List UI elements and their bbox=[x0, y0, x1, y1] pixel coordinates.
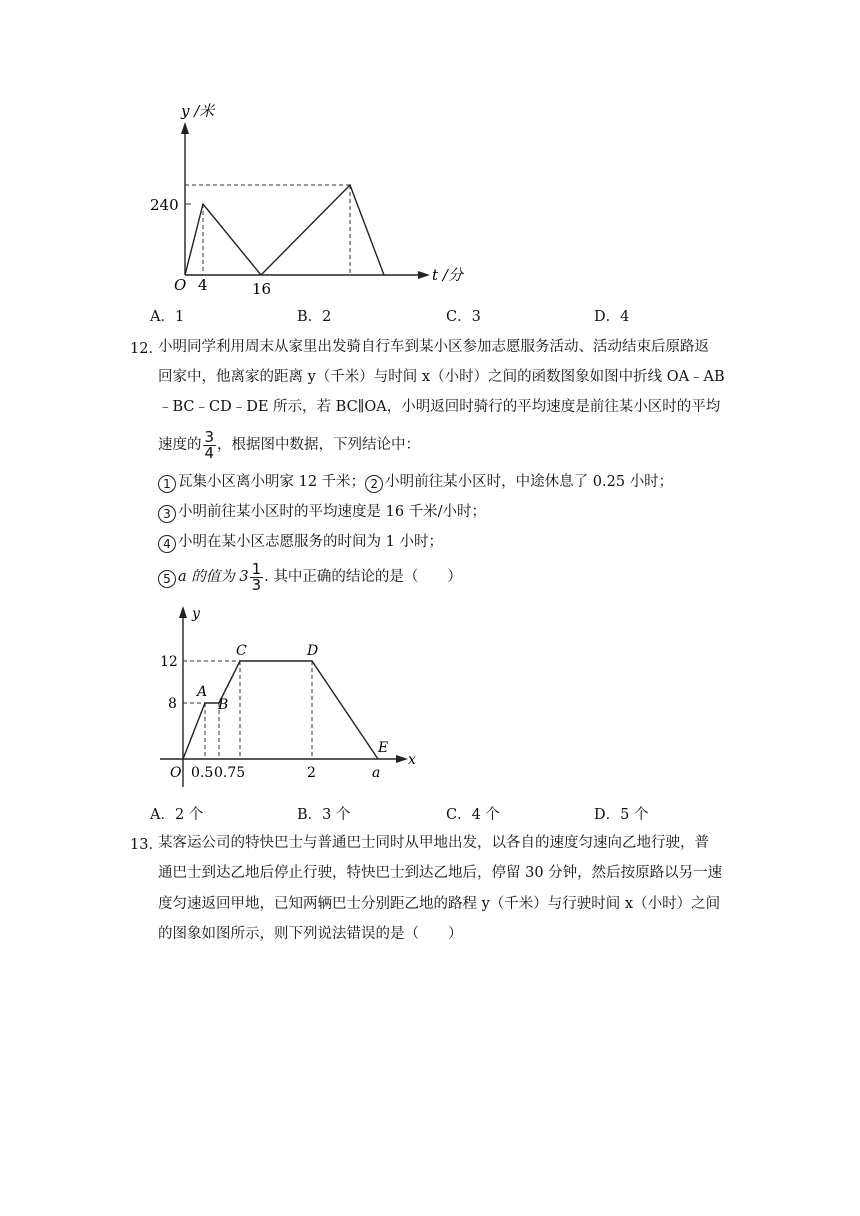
fraction-denominator: 3 bbox=[251, 575, 262, 594]
y-axis-arrow bbox=[179, 606, 187, 618]
x-tick-label-2: 2 bbox=[307, 765, 316, 781]
choice-a[interactable]: A．2 个 bbox=[150, 807, 204, 823]
statement-3-text: 小明前往某小区时的平均速度是 16 千米/小时； bbox=[178, 504, 487, 520]
point-label-c: C bbox=[236, 643, 247, 659]
x-tick-label-0-5: 0.5 bbox=[191, 765, 214, 781]
statement-5-post: . 其中正确的结论的是（ ） bbox=[264, 569, 462, 585]
choice-b[interactable]: B．2 bbox=[297, 309, 332, 325]
x-tick-label-0-75: 0.75 bbox=[214, 765, 246, 781]
question-12-line3: ﹣BC﹣CD﹣DE 所示，若 BC∥OA，小明返回时骑行的平均速度是前往某小区时的平均 bbox=[158, 399, 721, 415]
y-axis-arrow bbox=[181, 122, 189, 134]
graph-distance-time-1 bbox=[150, 92, 470, 300]
question-13-line2: 通巴士到达乙地后停止行驶，特快巴士到达乙地后，停留 30 分钟，然后按原路以另一速 bbox=[158, 865, 723, 881]
x-axis-arrow bbox=[396, 755, 408, 763]
choice-a[interactable]: A．1 bbox=[150, 309, 185, 325]
circled-3-icon: 3 bbox=[158, 505, 176, 523]
fraction-one-third bbox=[250, 559, 264, 594]
origin-label: O bbox=[174, 276, 187, 294]
y-tick-label-240: 240 bbox=[150, 196, 179, 214]
question-12-line2: 回家中，他离家的距离 y（千米）与时间 x（小时）之间的函数图象如图中折线 OA﹣AB bbox=[158, 369, 725, 385]
circled-5-icon: 5 bbox=[158, 570, 176, 588]
line4-post: ，根据图中数据，下列结论中： bbox=[217, 437, 421, 453]
x-tick-label-a: a bbox=[372, 765, 381, 781]
x-axis-arrow bbox=[418, 271, 430, 279]
choice-c[interactable]: C．3 bbox=[446, 309, 481, 325]
y-tick-label-8: 8 bbox=[168, 696, 177, 712]
origin-label: O bbox=[170, 765, 182, 781]
point-label-e: E bbox=[378, 740, 389, 756]
question-12-line1: 小明同学利用周末从家里出发骑自行车到某小区参加志愿服务活动、活动结束后原路返 bbox=[158, 339, 709, 355]
statement-3 bbox=[158, 502, 486, 523]
statement-1-text: 瓦集小区离小明家 12 千米； bbox=[178, 474, 366, 490]
fraction-numerator: 3 bbox=[204, 427, 215, 446]
x-tick-label-16: 16 bbox=[252, 280, 272, 298]
y-axis-label-text: y /米 bbox=[181, 102, 215, 120]
choice-c[interactable]: C．4 个 bbox=[446, 807, 500, 823]
y-axis-label bbox=[180, 102, 216, 120]
question-13-line3: 度匀速返回甲地，已知两辆巴士分别距乙地的路程 y（千米）与行驶时间 x（小时）之间 bbox=[158, 896, 721, 912]
y-tick-label-12: 12 bbox=[160, 654, 178, 670]
distance-polyline bbox=[185, 185, 384, 275]
y-axis-label: y bbox=[192, 606, 200, 622]
circled-4-icon: 4 bbox=[158, 535, 176, 553]
fraction-denominator: 4 bbox=[204, 443, 215, 462]
question-12-line4 bbox=[158, 428, 420, 462]
line4-pre: 速度的 bbox=[158, 437, 202, 453]
statement-1 bbox=[158, 472, 673, 493]
distance-polyline bbox=[183, 661, 378, 759]
choice-d[interactable]: D．5 个 bbox=[594, 807, 649, 823]
point-label-b: B bbox=[218, 697, 229, 713]
question-12-number: 12． bbox=[130, 341, 163, 357]
circled-2-icon: 2 bbox=[365, 475, 383, 493]
question-13-line4: 的图象如图所示，则下列说法错误的是（ ） bbox=[158, 926, 463, 942]
x-tick-label-4: 4 bbox=[198, 276, 208, 294]
circled-1-icon: 1 bbox=[158, 475, 176, 493]
x-axis-label: x bbox=[408, 752, 416, 768]
question-13-line1: 某客运公司的特快巴士与普通巴士同时从甲地出发，以各自的速度匀速向乙地行驶，普 bbox=[158, 835, 709, 851]
statement-5-pre: a 的值为 3 bbox=[178, 569, 249, 585]
statement-4-text: 小明在某小区志愿服务的时间为 1 小时； bbox=[178, 534, 443, 550]
choice-b[interactable]: B．3 个 bbox=[297, 807, 351, 823]
fraction-numerator: 1 bbox=[251, 559, 262, 578]
fraction-three-quarters bbox=[203, 427, 217, 462]
question-13-number: 13． bbox=[130, 837, 163, 853]
point-label-a: A bbox=[197, 684, 208, 700]
statement-2-text: 小明前往某小区时，中途休息了 0.25 小时； bbox=[385, 474, 674, 490]
statement-4 bbox=[158, 532, 443, 553]
statement-5 bbox=[158, 560, 462, 594]
x-axis-label: t /分 bbox=[432, 266, 463, 284]
choice-d[interactable]: D．4 bbox=[594, 309, 630, 325]
graph-distance-time-2 bbox=[150, 602, 430, 802]
point-label-d: D bbox=[307, 643, 319, 659]
